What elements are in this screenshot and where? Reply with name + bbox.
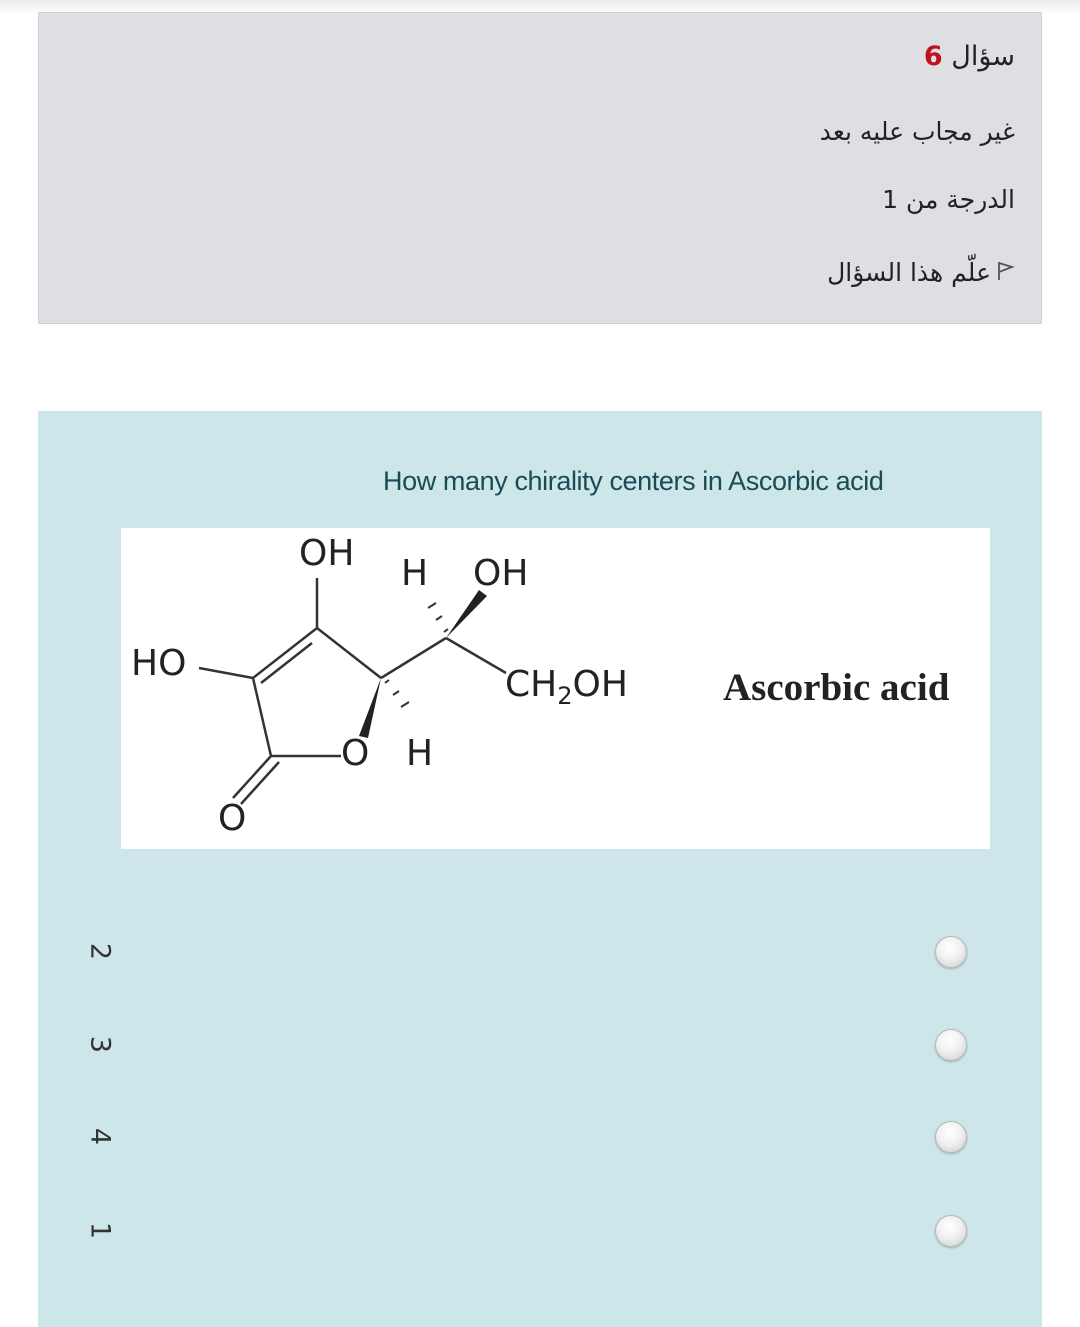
- option-radio[interactable]: [935, 1121, 967, 1153]
- hash-c5-h-2: [436, 616, 442, 620]
- question-title: [924, 41, 1015, 72]
- option-radio[interactable]: [935, 1215, 967, 1247]
- ascorbic-acid-figure: [121, 528, 990, 849]
- question-label: سؤال: [951, 41, 1015, 72]
- bond-c3-c4: [317, 628, 381, 678]
- option-label: 4: [84, 1127, 116, 1146]
- flag-question-link[interactable]: [827, 258, 1015, 287]
- structure-svg: [121, 528, 990, 849]
- question-info-panel: [38, 12, 1042, 324]
- answer-option[interactable]: [0, 1109, 1080, 1169]
- label-carbonyl-o: O: [218, 798, 247, 839]
- label-ring-o: O: [341, 733, 370, 774]
- answer-option[interactable]: [0, 1017, 1080, 1077]
- wedge-c5-oh: [446, 590, 487, 638]
- answer-status: غير مجاب عليه بعد: [819, 117, 1015, 146]
- label-ch2oh-oh: OH: [572, 664, 628, 705]
- label-ho-left: HO: [131, 643, 187, 684]
- bond-c4-c5: [381, 638, 446, 678]
- flag-icon: [997, 259, 1015, 287]
- bond-c3-c2-double: [261, 643, 312, 683]
- figure-caption: Ascorbic acid: [723, 666, 950, 709]
- label-h-bottom: H: [406, 733, 434, 774]
- bond-c5-ch2oh: [446, 638, 506, 673]
- hash-c5-h-3: [428, 603, 436, 608]
- label-ch2oh: [505, 664, 628, 710]
- bond-c2-c1: [253, 678, 271, 756]
- label-ch2oh-ch: CH: [505, 664, 558, 705]
- answer-option[interactable]: [0, 1203, 1080, 1263]
- option-label: 3: [84, 1035, 116, 1054]
- option-label: 1: [84, 1221, 116, 1240]
- question-text: How many chirality centers in Ascorbic acid: [383, 466, 884, 496]
- question-grade: الدرجة من 1: [882, 185, 1015, 214]
- label-oh-right: OH: [473, 553, 529, 594]
- label-h-top: H: [401, 553, 429, 594]
- question-number: 6: [923, 41, 943, 72]
- wedge-c4-o: [359, 678, 381, 738]
- label-ch2oh-sub: 2: [557, 682, 573, 710]
- label-oh-top: OH: [299, 533, 355, 574]
- hash-c4-h-3: [401, 702, 409, 707]
- option-label: 2: [84, 942, 116, 961]
- bond-c3-c2: [253, 628, 317, 678]
- hash-c5-h-1: [444, 629, 448, 632]
- answer-option[interactable]: [0, 924, 1080, 984]
- hash-c4-h-2: [393, 691, 399, 695]
- bond-c2-ho: [199, 668, 253, 678]
- option-radio[interactable]: [935, 936, 967, 968]
- flag-question-label: علّم هذا السؤال: [827, 258, 991, 287]
- hash-c4-h-1: [385, 680, 389, 683]
- option-radio[interactable]: [935, 1029, 967, 1061]
